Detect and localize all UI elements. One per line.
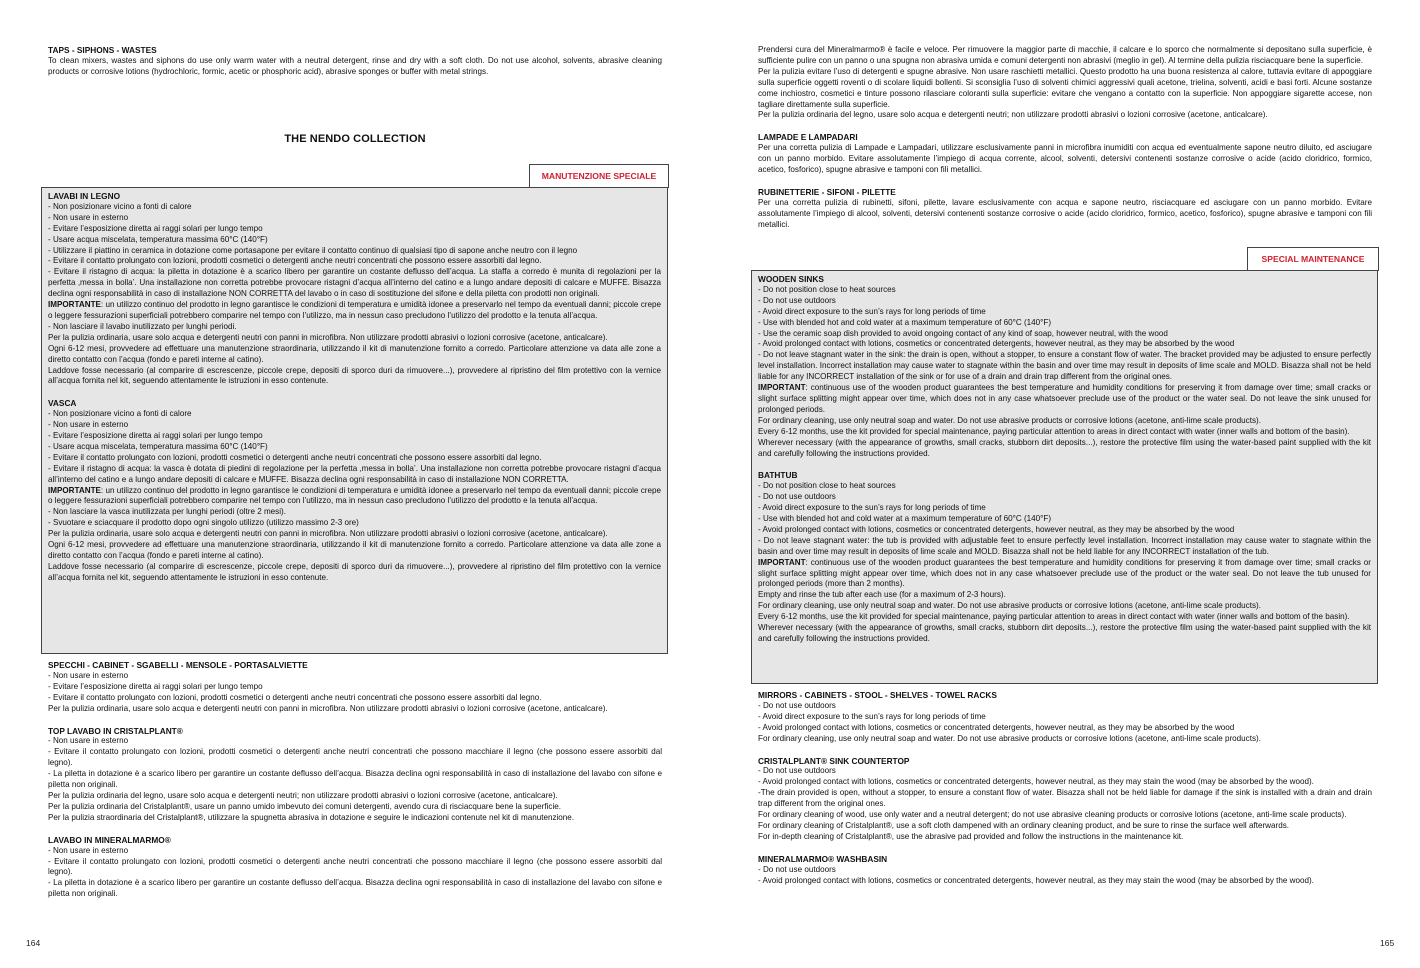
section-top-lavabo-in-cristalplant [48, 726, 662, 824]
section-cristalplant-sink-countertop [758, 756, 1372, 843]
right-top-sections [758, 45, 1372, 242]
text-line: - Avoid prolonged contact with lotions, cosmetics or concentrated detergents, however neutral, as they may stain the wood (may be absorbed by the wood). [758, 777, 1314, 787]
text-line: - Evitare il contatto prolungato con lozioni, prodotti cosmetici o detergenti anche neutri concentrati che possono macchiare il legno (che possono essere assorbiti dal legno). [48, 747, 662, 768]
text-line: Every 6-12 months, use the kit provided for special maintenance, paying particular attention to areas in direct contact with water (inner walls and bottom of the basin). [758, 426, 1350, 436]
section-heading: LAVABO IN MINERALMARMO® [48, 834, 171, 845]
section-mirrors-cabinets-stool-shelves-towel-racks [758, 690, 1372, 745]
text-line: - Utilizzare il piattino in ceramica in dotazione come portasapone per evitare il contatto continuo di qualsiasi tipo di sapone anche neutro con il legno [48, 245, 578, 255]
section-heading: RUBINETTERIE - SIFONI - PILETTE [758, 186, 896, 197]
section-heading: MINERALMARMO® WASHBASIN [758, 853, 888, 864]
section-specchi-cabinet-sgabelli-mensole-portasalviette [48, 660, 662, 715]
special-maintenance-tab-en: SPECIAL MAINTENANCE [1247, 247, 1379, 271]
text-line: - Avoid prolonged contact with lotions, cosmetics or concentrated detergents, however neutral, as they may be absorbed by the wood [758, 524, 1235, 534]
text-line: IMPORTANTE: un utilizzo continuo del prodotto in legno garantisce le condizioni di temperatura e umidità idonee a preservarlo nel tempo da eventuali danni; piccole crepe o leggere fessurazioni superficiali potrebbero comparire nel tempo con l’utilizzo, ma in nessun caso precludono l’utilizzo del prodotto e la tenuta all’acqua. [48, 300, 661, 320]
text-line: - Use the ceramic soap dish provided to avoid ongoing contact of any kind of soap, however neutral, with the wood [758, 328, 1168, 338]
text-line: - La piletta in dotazione è a scarico libero per garantire un costante deflusso dell’acqua. Bisazza declina ogni responsabilità in caso di installazione del lavabo con sifone e piletta non originali. [48, 878, 662, 899]
taps-section-container [48, 45, 662, 89]
text-line: -The drain provided is open, without a stopper, to ensure a constant flow of water. Bisazza shall not be held liable for damage if the sink is installed with a drain and drain trap different from the original ones. [758, 788, 1372, 809]
text-line: - Usare acqua miscelata, temperatura massima 60°C (140°F) [48, 234, 268, 244]
section-lampade-e-lampadari [758, 132, 1372, 176]
text-line: - Avoid direct exposure to the sun’s rays for long periods of time [758, 503, 986, 513]
right-after-sections [758, 690, 1372, 898]
text-line: Per la pulizia ordinaria del legno, usare solo acqua e detergenti neutri; non utilizzare prodotti abrasivi o lozioni corrosive (acetone, anticalcare). [758, 110, 1268, 120]
section-bathtub [758, 470, 1371, 645]
text-line: Per la pulizia evitare l’uso di detergenti e spugne abrasive. Non usare raschietti metallici. Questo prodotto ha una buona resistenza al calore, tuttavia evitare di appoggiare sulla superficie oggetti roventi o di scolare liquidi bollenti. Si sconsiglia l’uso di solventi chimici aggressivi quali acetone, trielina, solventi, acidi e basi forti. Alcune sostanze come inchiostro, cosmetici e tinture possono rilasciare coloranti sulla superficie: evitare che vengano a contatto con la superficie. Non appoggiare sigarette accese, non tagliare direttamente sulla superficie. [758, 66, 1372, 109]
section-wooden-sinks [758, 274, 1371, 459]
text-line: - Do not leave stagnant water in the sink: the drain is open, without a stopper, to ensure a constant flow of water. The bracket provided may be adjusted to ensure perfectly level installation. Incorrect installation may cause water to stagnate within the basin and over time may result in deposits of lime scale and MOLD. Bisazza shall not be held liable for any INCORRECT installation of the sink or for use of a drain and drain trap different from the original ones. [758, 350, 1371, 382]
special-maintenance-box-it [41, 187, 668, 654]
text-line: For ordinary cleaning, use only neutral soap and water. Do not use abrasive products or corrosive lotions (acetone, anti-lime scale products). [758, 733, 1261, 743]
text-line: Per una corretta pulizia di rubinetti, sifoni, pilette, lavare esclusivamente con acqua e sapone neutro, risciacquare ed asciugare con un panno morbido. Evitare assolutamente l’impiego di alcool, solventi, detersivi contenenti sostanze corrosive o acide (acido cloridrico, formico, acetico, fosforico), spugne abrasive e tamponi con fili metallici. [758, 197, 1372, 229]
text-line: Laddove fosse necessario (al comparire di escrescenze, piccole crepe, depositi di sporco duri da rimuovere...), provvedere al ripristino del film protettivo con la vernice all’acqua fornita nel kit, seguendo attentamente le istruzioni in esso contenute. [48, 561, 661, 582]
text-line: Every 6-12 months, use the kit provided for special maintenance, paying particular attention to areas in direct contact with water (inner walls and bottom of the basin). [758, 612, 1350, 622]
text-line: - Avoid prolonged contact with lotions, cosmetics or concentrated detergents, however neutral, as they may be absorbed by the wood [758, 722, 1235, 732]
text-line: Per la pulizia ordinaria del Cristalplant®, usare un panno umido imbevuto dei comuni detergenti, avendo cura di risciacquare bene la superficie. [48, 801, 562, 811]
text-line: - Evitare il ristagno di acqua: la piletta in dotazione è a scarico libero per garantire un costante deflusso dell’acqua. La staffa a corredo è munita di regolazioni per la perfetta ‚messa in bolla’. Una installazione non corretta potrebbe provocare ristagni d’acqua all’interno del catino e a lungo andare depositi di calcare e MUFFE. Bisazza declina ogni responsabilità in caso di installazione NON CORRETTA del lavabo o in caso di sostituzione del sifone e della piletta con prodotti non originali. [48, 267, 661, 299]
text-line: Per la pulizia ordinaria, usare solo acqua e detergenti neutri con panni in microfibra. Non utilizzare prodotti abrasivi o lozioni corrosive (acetone, anticalcare). [48, 332, 608, 342]
text-line: - Non usare in esterno [48, 736, 129, 746]
text-line: - Evitare il contatto prolungato con lozioni, prodotti cosmetici o detergenti anche neutri concentrati che possono essere assorbiti dal legno. [48, 692, 542, 702]
section-heading: VASCA [48, 398, 77, 409]
section-mineralmarmo-washbasin [758, 854, 1372, 887]
section-heading: WOODEN SINKS [758, 274, 824, 284]
text-line: - Non lasciare il lavabo inutilizzato per lunghi periodi. [48, 321, 237, 331]
text-line: - Non usare in esterno [48, 670, 129, 680]
text-line: - Non posizionare vicino a fonti di calore [48, 201, 192, 211]
text-line: Wherever necessary (with the appearance of growths, small cracks, stubborn dirt deposits...), restore the protective film using the water-based paint supplied with the kit and carefully following the instructions provided. [758, 437, 1371, 458]
text-line: - Avoid prolonged contact with lotions, cosmetics or concentrated detergents, however neutral, as they may stain the wood (may be absorbed by the wood). [758, 875, 1314, 885]
section-lavabo-in-mineralmarmo [48, 835, 662, 900]
text-line: - Non usare in esterno [48, 212, 129, 222]
text-line: For ordinary cleaning of Cristalplant®, use a soft cloth dampened with an ordinary cleaning product, and be sure to rinse the surface well afterwards. [758, 820, 1289, 830]
section-taps-siphons-wastes [48, 45, 662, 78]
text-line: Per la pulizia ordinaria, usare solo acqua e detergenti neutri con panni in microfibra. Non utilizzare prodotti abrasivi o lozioni corrosive (acetone, anticalcare). [48, 703, 608, 713]
text-line: - Evitare il contatto prolungato con lozioni, prodotti cosmetici o detergenti anche neutri concentrati che possono essere assorbiti dal legno. [48, 452, 542, 462]
section-rubinetterie-sifoni-pilette [758, 187, 1372, 231]
text-line: - Evitare l’esposizione diretta ai raggi solari per lungo tempo [48, 681, 263, 691]
text-line: - Do not use outdoors [758, 766, 836, 776]
text-line: - Evitare l’esposizione diretta ai raggi solari per lungo tempo [48, 431, 263, 441]
text-line: - Do not use outdoors [758, 295, 836, 305]
section-heading: LAMPADE E LAMPADARI [758, 132, 858, 143]
text-line: Ogni 6-12 mesi, provvedere ad effettuare una manutenzione straordinaria, utilizzando il kit di manutenzione fornito a corredo. Particolare attenzione va data alle zone a diretto contatto con l’acqua (fondo e pareti interne al catino). [48, 540, 661, 560]
text-line: - Usare acqua miscelata, temperatura massima 60°C (140°F) [48, 441, 268, 451]
text-line: IMPORTANTE: un utilizzo continuo del prodotto in legno garantisce le condizioni di temperatura e umidità idonee a preservarlo nel tempo da eventuali danni; piccole crepe o leggere fessurazioni superficiali potrebbero comparire nel tempo con l’utilizzo, ma in nessun caso precludono l’utilizzo del prodotto e la tenuta all’acqua. [48, 485, 661, 506]
section-lavabi-in-legno [48, 191, 661, 387]
text-line: Per una corretta pulizia di Lampade e Lampadari, utilizzare esclusivamente panni in microfibra inumiditi con acqua ed eventualmente sapone neutro diluito, ed asciugare con un panno morbido. Evitare assolutamente l’impiego di acqua corrente, alcool, solventi, detersivi contenenti sostanze corrosive o acide (acido cloridrico, formico, acetico, fosforico), spugne abrasive e tamponi con fili metallici. [758, 143, 1372, 175]
section-heading: CRISTALPLANT® SINK COUNTERTOP [758, 755, 910, 766]
right-page [710, 0, 1420, 968]
text-line: - Do not position close to heat sources [758, 481, 896, 491]
section-heading: MIRRORS - CABINETS - STOOL - SHELVES - TOWEL RACKS [758, 690, 997, 700]
section-heading: TAPS - SIPHONS - WASTES [48, 45, 157, 55]
text-line: To clean mixers, wastes and siphons do use only warm water with a neutral detergent, rinse and dry with a soft cloth. Do not use alcohol, solvents, abrasive cleaning products or corrosive lotions (hydrochloric, formic, acetic or phosphoric acid), abrasive sponges or buffer with metal strings. [48, 55, 662, 76]
text-line: - Do not use outdoors [758, 492, 836, 502]
text-line: Per la pulizia ordinaria del legno, usare solo acqua e detergenti neutri; non utilizzare prodotti abrasivi o lozioni corrosive (acetone, anticalcare). [48, 790, 558, 800]
text-line: - Evitare l’esposizione diretta ai raggi solari per lungo tempo [48, 223, 263, 233]
text-line: - La piletta in dotazione è a scarico libero per garantire un costante deflusso dell’acqua. Bisazza declina ogni responsabilità in caso di installazione del lavabo con sifone e piletta non originali. [48, 769, 662, 790]
text-line: Wherever necessary (with the appearance of growths, small cracks, stubborn dirt deposits...), restore the protective film using the water-based paint supplied with the kit and carefully following the instructions provided. [758, 623, 1371, 643]
text-line: - Non usare in esterno [48, 420, 129, 430]
text-line: Prendersi cura del Mineralmarmo® è facile e veloce. Per rimuovere la maggior parte di macchie, il calcare e lo sporco che normalmente si depositano sulla superficie, è sufficiente pulire con un panno o una spugna non abrasiva umida e comuni detergenti non abrasivi (meglio in gel). Al termine della pulizia risciacquare bene la superficie. [758, 45, 1372, 65]
special-maintenance-tab-it: MANUTENZIONE SPECIALE [529, 164, 669, 188]
text-line: - Non posizionare vicino a fonti di calore [48, 409, 192, 419]
section-intro [758, 45, 1372, 121]
text-line: - Use with blended hot and cold water at a maximum temperature of 60°C (140°F) [758, 514, 1052, 524]
text-line: Per la pulizia ordinaria, usare solo acqua e detergenti neutri con panni in microfibra. Non utilizzare prodotti abrasivi o lozioni corrosive (acetone, anticalcare). [48, 529, 608, 539]
text-line: Per la pulizia straordinaria del Cristalplant®, utilizzare la spugnetta abrasiva in dotazione e seguire le indicazioni contenute nel kit di manutenzione. [48, 812, 575, 822]
text-line: - Do not use outdoors [758, 700, 836, 710]
text-line: - Do not position close to heat sources [758, 284, 896, 294]
text-line: For in-depth cleaning of Cristalplant®, use the abrasive pad provided and follow the instructions in the maintenance kit. [758, 831, 1184, 841]
text-line: For ordinary cleaning, use only neutral soap and water. Do not use abrasive products or corrosive lotions (acetone, anti-lime scale products). [758, 601, 1261, 611]
text-line: - Do not leave stagnant water: the tub is provided with adjustable feet to ensure perfectly level installation. Incorrect installation may cause water to stagnate within the basin and over time may result in deposits of lime scale and MOLD. Bisazza shall not be held liable for any INCORRECT installation of the tub. [758, 535, 1371, 556]
text-line: Ogni 6-12 mesi, provvedere ad effettuare una manutenzione straordinaria, utilizzando il kit di manutenzione fornito a corredo. Particolare attenzione va data alle zone a diretto contatto con l’acqua (fondo e pareti interne al catino). [48, 343, 661, 364]
text-line: For ordinary cleaning of wood, use only water and a neutral detergent; do not use abrasive cleaning products or corrosive lotions (acetone, anti-lime scale products). [758, 810, 1347, 820]
text-line: - Non usare in esterno [48, 845, 129, 855]
section-heading: LAVABI IN LEGNO [48, 191, 121, 201]
text-line: - Evitare il contatto prolungato con lozioni, prodotti cosmetici o detergenti anche neutri concentrati che possono essere assorbiti dal legno. [48, 256, 542, 266]
text-line: - Use with blended hot and cold water at a maximum temperature of 60°C (140°F) [758, 317, 1052, 327]
text-line: - Avoid prolonged contact with lotions, cosmetics or concentrated detergents, however neutral, as they may be absorbed by the wood [758, 339, 1235, 349]
section-vasca [48, 398, 661, 583]
text-line: Empty and rinse the tub after each use (for a maximum of 2-3 hours). [758, 590, 1006, 600]
text-line: - Do not use outdoors [758, 864, 836, 874]
text-line: - Evitare il ristagno di acqua: la vasca è dotata di piedini di regolazione per la perfetta ‚messa in bolla’. Una installazione non corretta potrebbe provocare ristagni d’acqua all’interno del catino e a lungo andare depositi di calcare e MUFFE. Bisazza declina ogni responsabilità in caso di installazione NON CORRETTA. [48, 463, 661, 484]
text-line: Laddove fosse necessario (al comparire di escrescenze, piccole crepe, depositi di sporco duri da rimuovere...), provvedere al ripristino del film protettivo con la vernice all’acqua fornita nel kit, seguendo attentamente le istruzioni in esso contenute. [48, 365, 661, 386]
collection-title: THE NENDO COLLECTION [284, 133, 426, 145]
section-heading: TOP LAVABO IN CRISTALPLANT® [48, 725, 183, 736]
page-number-right: 165 [1380, 938, 1395, 948]
text-line: IMPORTANT: continuous use of the wooden product guarantees the best temperature and humidity conditions for preserving it from damage over time; small cracks or slight surface splitting might appear over time, which does not in any case whatsoever preclude use of the product or the water seal. Do not leave the sink unused for prolonged periods. [758, 383, 1371, 414]
text-line: For ordinary cleaning, use only neutral soap and water. Do not use abrasive products or corrosive lotions (acetone, anti-lime scale products). [758, 415, 1261, 425]
text-line: - Avoid direct exposure to the sun’s rays for long periods of time [758, 306, 986, 316]
text-line: - Avoid direct exposure to the sun’s rays for long periods of time [758, 711, 986, 721]
left-after-sections [48, 660, 662, 911]
text-line: IMPORTANT: continuous use of the wooden product guarantees the best temperature and humidity conditions for preserving it from damage over time; small cracks or slight surface splitting might appear over time, which does not in any case whatsoever preclude use of the product or the water seal. Do not leave the tub unused for prolonged periods (more than 2 months). [758, 557, 1371, 589]
text-line: - Evitare il contatto prolungato con lozioni, prodotti cosmetici o detergenti anche neutri concentrati che possono macchiare il legno (che possono essere assorbiti dal legno). [48, 856, 662, 877]
section-heading: SPECCHI - CABINET - SGABELLI - MENSOLE - PORTASALVIETTE [48, 660, 308, 670]
text-line: - Non lasciare la vasca inutilizzata per lunghi periodi (oltre 2 mesi). [48, 507, 286, 517]
special-maintenance-box-en [751, 270, 1378, 684]
text-line: - Svuotare e sciacquare il prodotto dopo ogni singolo utilizzo (utilizzo massimo 2-3 ore) [48, 518, 359, 528]
page-number-left: 164 [26, 938, 41, 948]
section-heading: BATHTUB [758, 470, 798, 481]
